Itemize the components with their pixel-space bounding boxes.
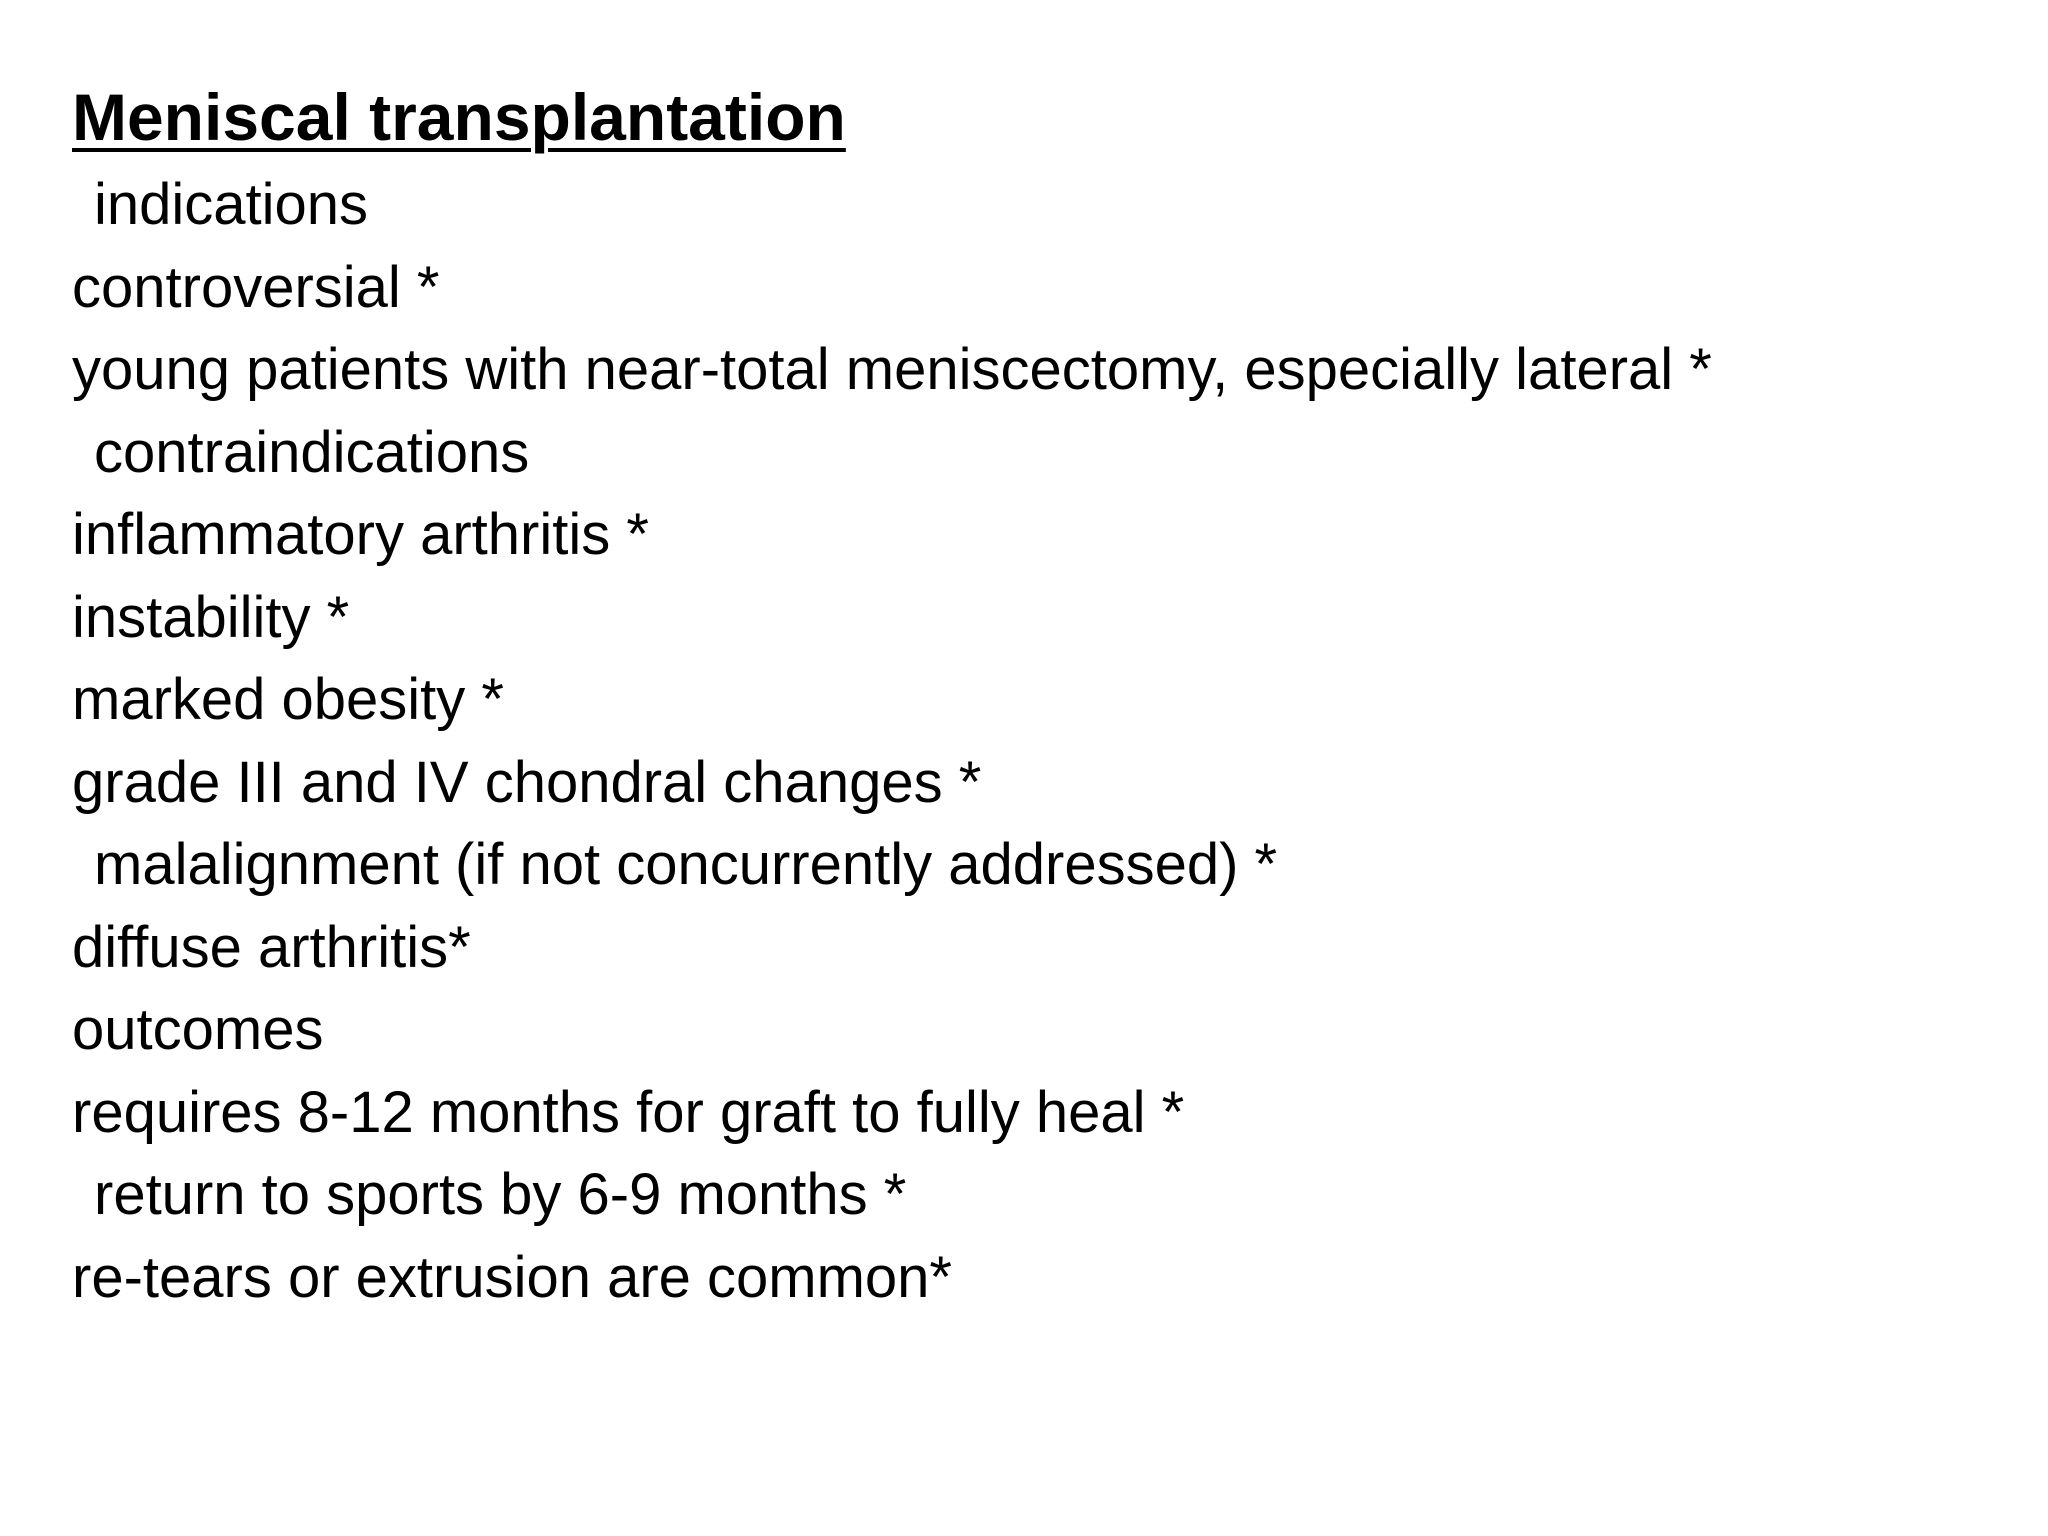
line-item: inflammatory arthritis *: [72, 502, 649, 567]
line-item: diffuse arthritis*: [72, 914, 471, 980]
line-outcomes-heading: outcomes: [72, 997, 324, 1062]
line-item: grade III and IV chondral changes *: [72, 749, 982, 815]
line-item: controversial *: [72, 254, 440, 320]
slide-body: [72, 164, 2012, 1319]
line-contraindications-heading: contraindications: [94, 419, 530, 485]
slide-title: Meniscal transplantation: [72, 80, 846, 154]
slide-content: [72, 70, 2012, 1319]
line-item: re-tears or extrusion are common*: [72, 1244, 952, 1310]
line-item: requires 8-12 months for graft to fully heal *: [72, 1079, 1185, 1145]
line-item: instability *: [72, 584, 350, 650]
line-item: marked obesity *: [72, 667, 504, 732]
line-item: malalignment (if not concurrently addressed) *: [94, 832, 1278, 897]
line-indications-heading: indications: [94, 172, 369, 237]
line-item: return to sports by 6-9 months *: [94, 1162, 907, 1227]
line-item: young patients with near-total meniscectomy, especially lateral *: [72, 337, 1712, 402]
